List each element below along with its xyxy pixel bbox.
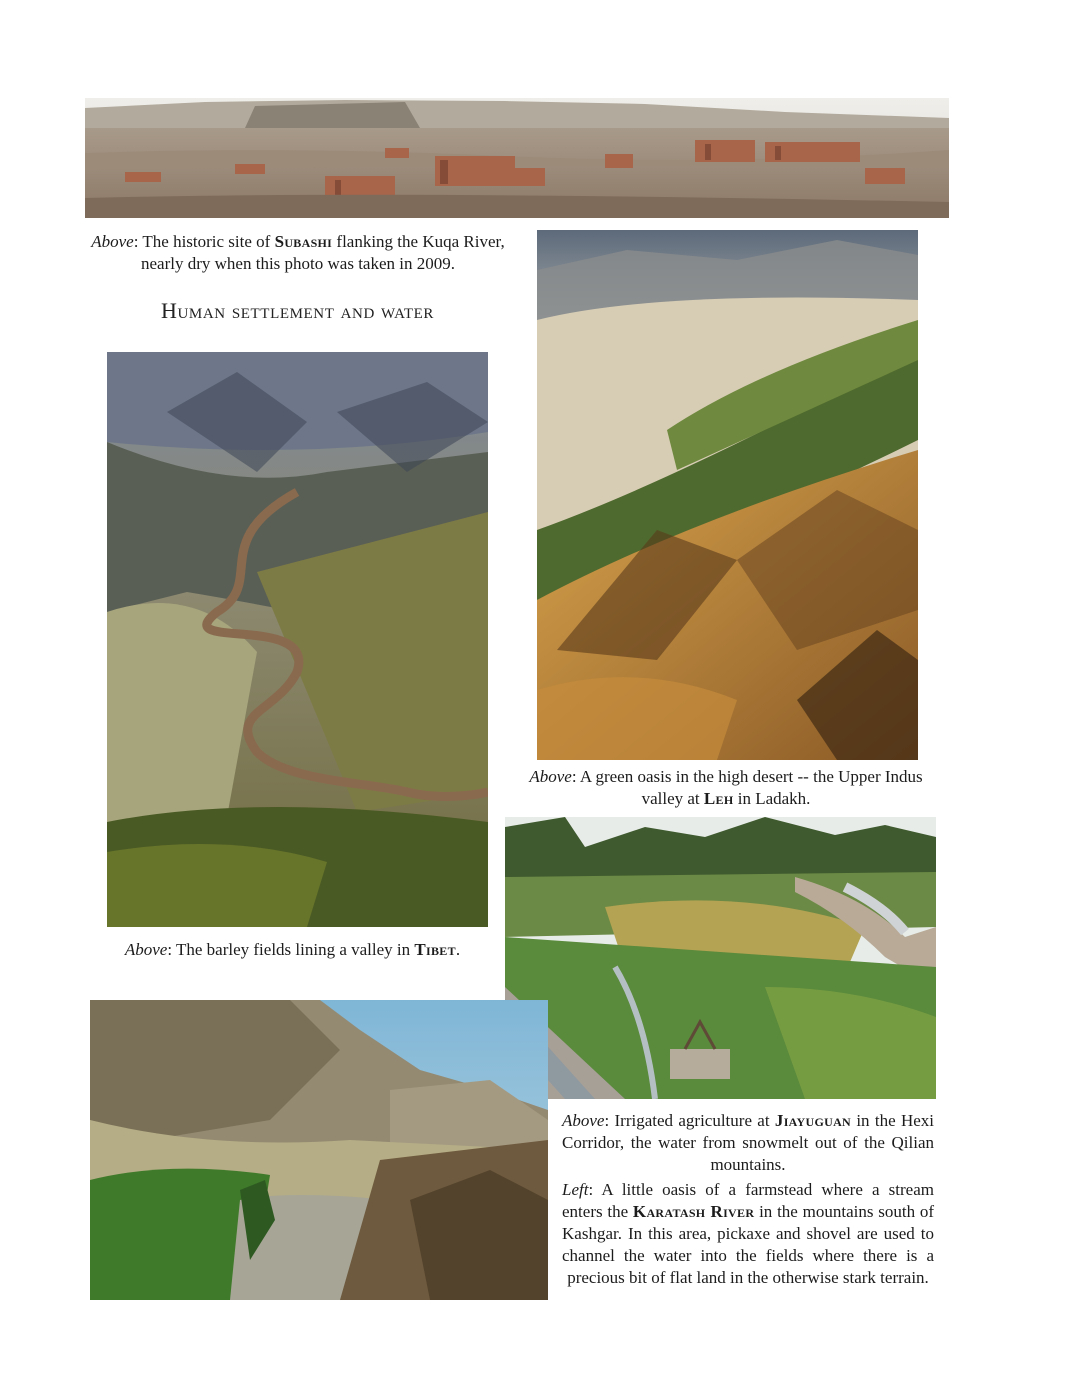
photo-tibet-barley-valley [107,352,488,927]
photo-subashi-ruins [85,98,949,218]
caption-leh: Above: A green oasis in the high desert -- the Upper Indus valley at Leh in Ladakh. [529,767,923,808]
caption-tibet: Above: The barley fields lining a valley in Tibet. [124,940,461,959]
caption-karatash: Left: A little oasis of a farmstead where a stream enters the Karatash River in the mountains south of Kashgar. In this area, pickaxe and shovel are used to channel the water into the fields where there is a precious bit of flat land in the otherwise stark terrain. [562,1180,935,1287]
photo-jiayuguan-irrigation [505,817,936,1099]
photo-leh-indus-valley [537,230,918,760]
caption-subashi: Above: The historic site of Subashi flanking the Kuqa River, nearly dry when this photo was taken in 2009. [91,232,505,273]
photo-karatash-farmstead [90,1000,548,1300]
section-heading: Human settlement and water [161,298,434,323]
caption-jiayuguan: Above: Irrigated agriculture at Jiayuguan in the Hexi Corridor, the water from snowmelt out of the Qilian mountains. [562,1111,935,1174]
